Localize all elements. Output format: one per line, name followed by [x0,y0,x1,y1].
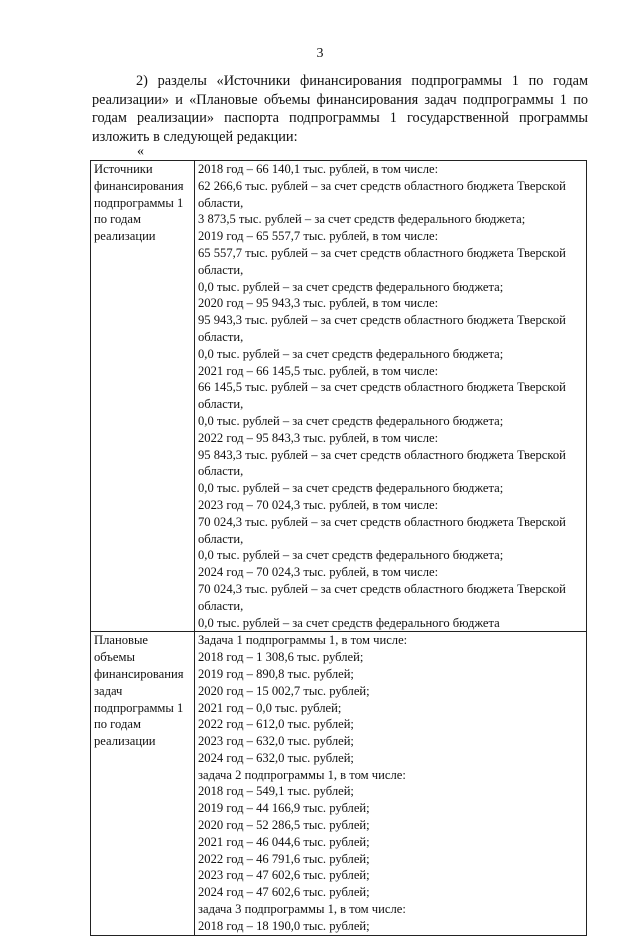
content-line: 2024 год – 70 024,3 тыс. рублей, в том числе: [198,565,439,580]
table-row-sources [91,161,587,632]
content-line: области, [198,329,244,344]
content-line: 2020 год – 15 002,7 тыс. рублей; [198,683,370,698]
row-label-sources: Источники финансирования подпрограммы 1 по годам реализации [91,161,195,632]
content-line: 2023 год – 70 024,3 тыс. рублей, в том числе: [198,497,439,512]
content-line: 2021 год – 0,0 тыс. рублей; [198,700,342,715]
content-line: 3 873,5 тыс. рублей – за счет средств федерального бюджета; [198,212,526,227]
content-line: 0,0 тыс. рублей – за счет средств федерального бюджета; [198,481,504,496]
content-line: 2024 год – 632,0 тыс. рублей; [198,750,354,765]
content-line: области, [198,262,244,277]
table-row-planned [91,632,587,935]
content-line: 2021 год – 66 145,5 тыс. рублей, в том числе: [198,363,439,378]
content-line: 2018 год – 18 190,0 тыс. рублей; [198,918,370,933]
content-line: 2019 год – 44 166,9 тыс. рублей; [198,801,370,816]
content-line: 2021 год – 46 044,6 тыс. рублей; [198,834,370,849]
content-line: 95 943,3 тыс. рублей – за счет средств областного бюджета Тверской [198,313,566,328]
row-content-planned [195,632,587,935]
content-line: области, [198,397,244,412]
passport-table [90,160,587,936]
content-line: 70 024,3 тыс. рублей – за счет средств областного бюджета Тверской [198,581,566,596]
content-line: 62 266,6 тыс. рублей – за счет средств областного бюджета Тверской [198,178,566,193]
content-line: 2018 год – 1 308,6 тыс. рублей; [198,650,364,665]
content-line: 2022 год – 46 791,6 тыс. рублей; [198,851,370,866]
content-line: 0,0 тыс. рублей – за счет средств федерального бюджета; [198,346,504,361]
content-line: 65 557,7 тыс. рублей – за счет средств областного бюджета Тверской [198,245,566,260]
content-line: 0,0 тыс. рублей – за счет средств федерального бюджета [198,615,500,630]
content-line: 2018 год – 66 140,1 тыс. рублей, в том числе: [198,162,439,176]
row-label-planned: Плановые объемы финансирования задач подпрограммы 1 по годам реализации [91,632,195,935]
content-line: области, [198,464,244,479]
content-line: 2024 год – 47 602,6 тыс. рублей; [198,885,370,900]
row-content-sources [195,161,587,632]
content-line: 2018 год – 549,1 тыс. рублей; [198,784,354,799]
content-line: 2023 год – 632,0 тыс. рублей; [198,734,354,749]
content-line: 2020 год – 52 286,5 тыс. рублей; [198,818,370,833]
content-line: 2020 год – 95 943,3 тыс. рублей, в том числе: [198,296,439,311]
content-line: 0,0 тыс. рублей – за счет средств федерального бюджета; [198,279,504,294]
content-line: Задача 1 подпрограммы 1, в том числе: [198,633,408,648]
page-number: 3 [316,46,324,61]
intro-paragraph: 2) разделы «Источники финансирования подпрограммы 1 по годам реализации» и «Плановые объемы финансирования задач подпрограммы 1 по годам реализации» паспорта подпрограммы 1 государственной программы изложить в следующей редакции: [92,73,588,145]
content-line: 0,0 тыс. рублей – за счет средств федерального бюджета; [198,548,504,563]
content-line: 66 145,5 тыс. рублей – за счет средств областного бюджета Тверской [198,380,566,395]
content-line: 95 843,3 тыс. рублей – за счет средств областного бюджета Тверской [198,447,566,462]
content-line: 2019 год – 890,8 тыс. рублей; [198,666,354,681]
opening-quote: « [137,144,144,159]
content-line: 2022 год – 612,0 тыс. рублей; [198,717,354,732]
content-line: области, [198,598,244,613]
content-line: 2022 год – 95 843,3 тыс. рублей, в том числе: [198,430,439,445]
content-line: 2023 год – 47 602,6 тыс. рублей; [198,868,370,883]
content-line: 2019 год – 65 557,7 тыс. рублей, в том числе: [198,229,439,244]
content-line: области, [198,195,244,210]
content-line: задача 2 подпрограммы 1, в том числе: [198,767,406,782]
content-line: области, [198,531,244,546]
content-line: задача 3 подпрограммы 1, в том числе: [198,902,406,917]
content-line: 0,0 тыс. рублей – за счет средств федерального бюджета; [198,413,504,428]
content-line: 70 024,3 тыс. рублей – за счет средств областного бюджета Тверской [198,514,566,529]
